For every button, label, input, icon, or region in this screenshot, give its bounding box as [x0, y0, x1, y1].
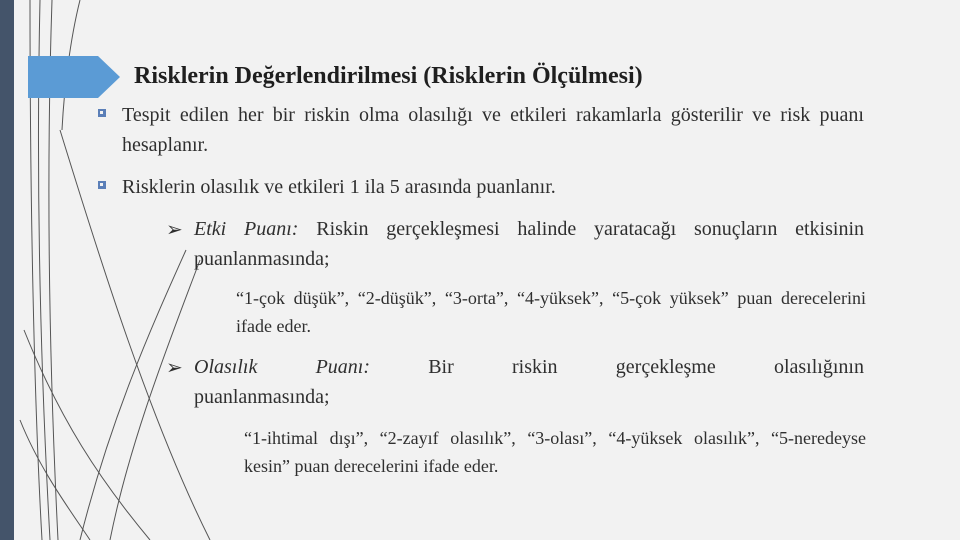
sub-item-line2: puanlanmasında;: [194, 386, 330, 408]
bullet-item: [98, 100, 868, 164]
arrow-bullet-icon: ➢: [166, 355, 183, 379]
slide-title: Risklerin Değerlendirilmesi (Risklerin Ölçülmesi): [134, 63, 643, 89]
sub-item-word: gerçekleşme: [615, 356, 716, 378]
sub-item-word: riskin: [512, 356, 558, 378]
square-bullet-icon: [98, 181, 109, 192]
sub-item-term-word: Puanı:: [315, 356, 370, 378]
bullet-text: Tespit edilen her bir riskin olma olasılığı ve etkileri rakamlarla gösterilir ve risk puanı hesaplanır.: [122, 104, 864, 156]
sub-item-term: Etki Puanı:: [194, 218, 299, 240]
sub-item-word: olasılığının: [773, 356, 864, 378]
bullet-item: [98, 172, 868, 206]
sub-item-detail: “1-çok düşük”, “2-düşük”, “3-orta”, “4-yüksek”, “5-çok yüksek” puan derecelerini ifade eder.: [236, 288, 866, 336]
sub-item-text: [194, 214, 864, 274]
sub-item-detail: “1-ihtimal dışı”, “2-zayıf olasılık”, “3-olası”, “4-yüksek olasılık”, “5-neredeyse kesin” puan derecelerini ifade eder.: [244, 428, 866, 476]
title-arrow-shape: [28, 56, 120, 98]
bullet-text: Risklerin olasılık ve etkileri 1 ila 5 arasında puanlanır.: [122, 176, 556, 198]
sub-item-olasilik: [166, 352, 866, 416]
sub-item-term-word: Olasılık: [194, 356, 258, 378]
sub-item-etki: [166, 214, 866, 278]
sub-item-text: [194, 352, 864, 412]
square-bullet-icon: [98, 109, 109, 120]
sub-item-word: Bir: [428, 356, 454, 378]
arrow-bullet-icon: ➢: [166, 217, 183, 241]
sub-item-body: Riskin gerçekleşmesi halinde yaratacağı sonuçların etkisinin puanlanmasında;: [194, 218, 865, 270]
